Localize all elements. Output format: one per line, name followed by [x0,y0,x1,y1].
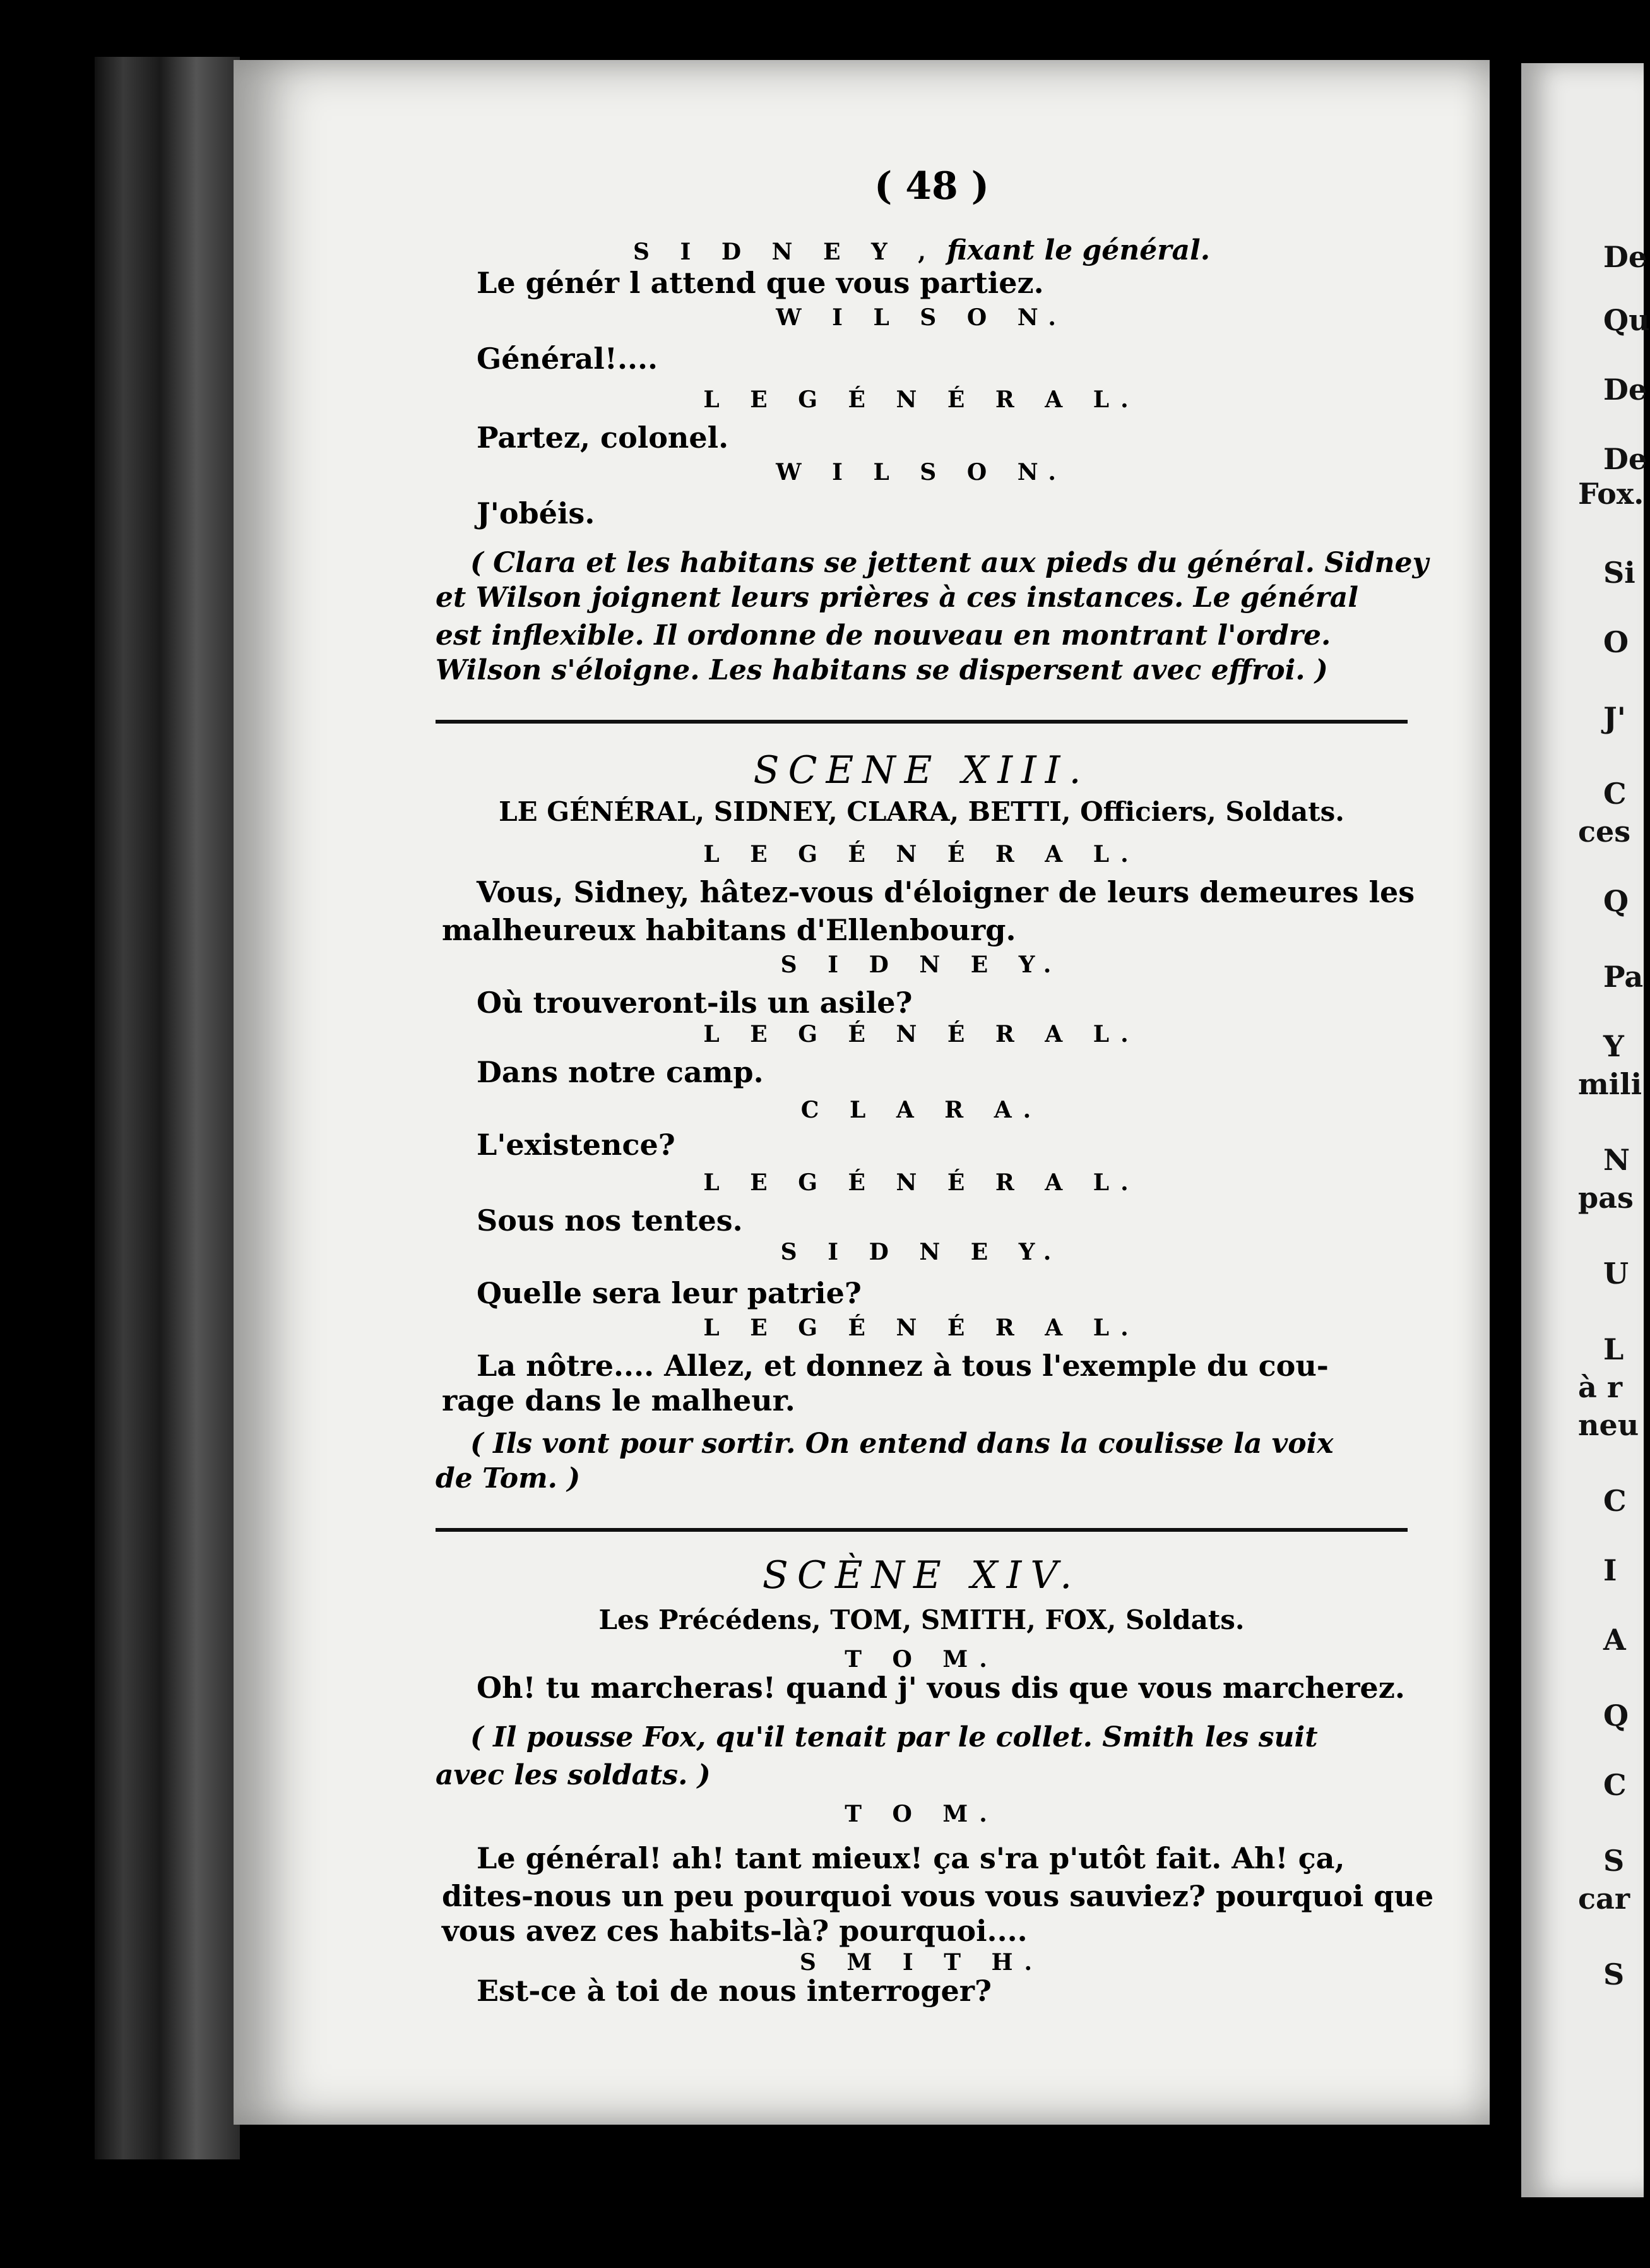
facing-page-fragment: neu [1578,1408,1639,1442]
speaker-name: L E G É N É R A L. [703,841,1140,868]
facing-page-fragment: Q [1603,884,1629,918]
speaker-name: L E G É N É R A L. [703,1315,1140,1341]
facing-page-fragment: S [1603,1957,1625,1991]
facing-page-fragment: N [1603,1143,1630,1177]
facing-page-fragment: Q [1603,1698,1629,1733]
speaker-name: L E G É N É R A L. [703,1021,1140,1047]
dialogue-line: Général!.... [477,342,658,376]
dialogue-line: Partez, colonel. [477,421,729,455]
dialogue-line: Le général! ah! tant mieux! ça s'ra p'utôt fait. Ah! ça, [477,1841,1345,1875]
speaker-name: L E G É N É R A L. [703,386,1140,413]
speaker-name: S I D N E Y. [780,952,1063,978]
scene-cast-list: Les Précédens, TOM, SMITH, FOX, Soldats. [598,1604,1245,1635]
dialogue-line: Sous nos tentes. [477,1203,743,1238]
facing-page-fragment: pas [1578,1181,1634,1215]
dialogue-line: L'existence? [477,1128,675,1162]
stage-direction: est inflexible. Il ordonne de nouveau en montrant l'ordre. [436,619,1331,652]
facing-page-fragment: U [1603,1256,1629,1291]
dialogue-line: Oh! tu marcheras! quand j' vous dis que vous marcherez. [477,1671,1405,1705]
speaker-name: L E G É N É R A L. [703,1169,1140,1196]
facing-page-fragment: L [1603,1332,1624,1366]
speaker-name: S M I T H. [799,1949,1044,1976]
facing-page-fragment: Pa [1603,960,1644,994]
dialogue-line: malheureux habitans d'Ellenbourg. [442,913,1016,947]
stage-direction: Wilson s'éloigne. Les habitans se dispersent avec effroi. ) [436,654,1328,686]
speaker-name: S I D N E Y , fixant le général. [632,234,1211,266]
facing-page-fragment: De [1603,442,1647,476]
stage-direction: et Wilson joignent leurs prières à ces instances. Le général [436,582,1358,614]
facing-page-fragment: ces [1578,815,1631,849]
page-number: ( 48 ) [874,164,990,208]
facing-page-fragment: De [1603,373,1647,407]
facing-page-fragment: C [1603,777,1627,811]
dialogue-line: dites-nous un peu pourquoi vous vous sauviez? pourquoi que [442,1879,1434,1913]
facing-page-fragment: C [1603,1768,1627,1802]
stage-direction: ( Ils vont pour sortir. On entend dans la coulisse la voix [470,1428,1334,1460]
scene-heading: SCENE XIII. [753,748,1090,792]
stage-direction: ( Clara et les habitans se jettent aux pieds du général. Sidney [470,547,1429,579]
speaker-name: C L A R A. [800,1097,1043,1123]
facing-page-fragment: Si [1603,556,1635,590]
facing-page-fragment: O [1603,625,1629,659]
facing-page-fragment: Qu [1603,303,1650,337]
dialogue-line: Où trouveront-ils un asile? [477,986,913,1020]
stage-direction: avec les soldats. ) [436,1759,711,1791]
speaker-name: W I L S O N. [776,459,1067,486]
facing-page-fragment: Y [1603,1029,1624,1063]
stage-direction: ( Il pousse Fox, qu'il tenait par le collet. Smith les suit [470,1721,1318,1753]
facing-page-fragment: De [1603,240,1647,274]
dialogue-line: Dans notre camp. [477,1055,764,1089]
speaker-name: S I D N E Y. [780,1239,1063,1265]
facing-page-fragment: Fox. [1578,477,1644,511]
section-rule [436,720,1408,724]
scene-heading: SCÈNE XIV. [762,1553,1081,1597]
dialogue-line: La nôtre.... Allez, et donnez à tous l'exemple du cou- [477,1349,1329,1383]
book-binding [95,57,240,2159]
dialogue-line: J'obéis. [477,496,595,530]
facing-page-fragment: mili [1578,1067,1642,1101]
speaker-name: T O M. [845,1801,999,1827]
speaker-name: T O M. [845,1646,999,1673]
stage-direction: de Tom. ) [436,1462,581,1495]
speaker-name: W I L S O N. [776,304,1067,331]
dialogue-line: rage dans le malheur. [442,1383,795,1418]
facing-page-fragment: A [1603,1623,1626,1657]
dialogue-line: Est-ce à toi de nous interroger? [477,1974,992,2008]
dialogue-line: vous avez ces habits-là? pourquoi.... [442,1914,1028,1948]
facing-page-fragment: S [1603,1844,1625,1878]
section-rule [436,1528,1408,1532]
facing-page-fragment: J' [1603,701,1626,735]
dialogue-line: Le génér l attend que vous partiez. [477,266,1044,300]
facing-page-fragment: à r [1578,1370,1623,1404]
speaker-direction: fixant le général. [937,234,1211,266]
facing-page-fragment: I [1603,1553,1617,1587]
facing-page-fragment: C [1603,1484,1627,1518]
dialogue-line: Vous, Sidney, hâtez-vous d'éloigner de leurs demeures les [477,875,1415,909]
facing-page-fragment: car [1578,1882,1630,1916]
dialogue-line: Quelle sera leur patrie? [477,1276,862,1310]
scene-cast-list: LE GÉNÉRAL, SIDNEY, CLARA, BETTI, Officiers, Soldats. [499,796,1344,827]
